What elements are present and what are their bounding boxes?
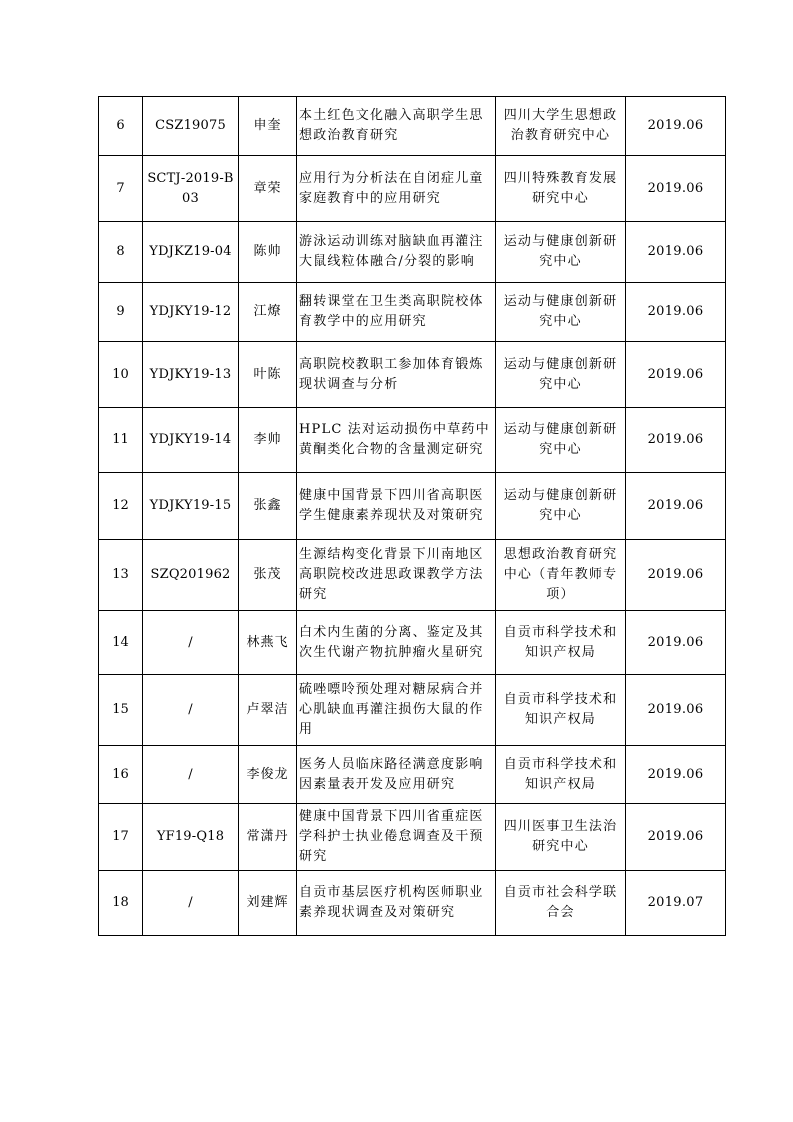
row-number: 8 [99,222,143,283]
approval-date: 2019.06 [626,746,726,804]
row-number: 16 [99,746,143,804]
funding-organization: 运动与健康创新研究中心 [496,473,626,540]
table-row [99,871,726,936]
funding-organization: 自贡市科学技术和知识产权局 [496,746,626,804]
approval-date: 2019.06 [626,540,726,611]
leader-name: 卢翠洁 [239,675,297,746]
project-code: SZQ201962 [143,540,239,611]
approval-date: 2019.06 [626,473,726,540]
row-number: 18 [99,871,143,936]
table-row [99,342,726,408]
table-row [99,540,726,611]
approval-date: 2019.07 [626,871,726,936]
funding-organization: 四川特殊教育发展研究中心 [496,156,626,222]
project-title: 本土红色文化融入高职学生思想政治教育研究 [297,97,496,156]
leader-name: 陈帅 [239,222,297,283]
table-row [99,804,726,871]
project-title: 翻转课堂在卫生类高职院校体育教学中的应用研究 [297,283,496,342]
leader-name: 李俊龙 [239,746,297,804]
row-number: 15 [99,675,143,746]
funding-organization: 运动与健康创新研究中心 [496,408,626,473]
approval-date: 2019.06 [626,804,726,871]
table-row [99,611,726,675]
project-code: CSZ19075 [143,97,239,156]
row-number: 9 [99,283,143,342]
project-title: HPLC 法对运动损伤中草药中黄酮类化合物的含量测定研究 [297,408,496,473]
row-number: 7 [99,156,143,222]
funding-organization: 运动与健康创新研究中心 [496,342,626,408]
leader-name: 刘建辉 [239,871,297,936]
project-title: 应用行为分析法在自闭症儿童家庭教育中的应用研究 [297,156,496,222]
funding-organization: 四川医事卫生法治研究中心 [496,804,626,871]
project-title: 自贡市基层医疗机构医师职业素养现状调查及对策研究 [297,871,496,936]
table-row [99,473,726,540]
project-title: 健康中国背景下四川省重症医学科护士执业倦怠调查及干预研究 [297,804,496,871]
project-title: 硫唑嘌呤预处理对糖尿病合并心肌缺血再灌注损伤大鼠的作用 [297,675,496,746]
table-row [99,675,726,746]
project-title: 游泳运动训练对脑缺血再灌注大鼠线粒体融合/分裂的影响 [297,222,496,283]
funding-organization: 运动与健康创新研究中心 [496,222,626,283]
project-title: 医务人员临床路径满意度影响因素量表开发及应用研究 [297,746,496,804]
project-code: SCTJ-2019-B03 [143,156,239,222]
row-number: 17 [99,804,143,871]
row-number: 6 [99,97,143,156]
project-title: 健康中国背景下四川省高职医学生健康素养现状及对策研究 [297,473,496,540]
funding-organization: 运动与健康创新研究中心 [496,283,626,342]
project-code: / [143,746,239,804]
approval-date: 2019.06 [626,97,726,156]
leader-name: 林燕飞 [239,611,297,675]
row-number: 13 [99,540,143,611]
table-row [99,222,726,283]
leader-name: 常潇丹 [239,804,297,871]
leader-name: 叶陈 [239,342,297,408]
table-row [99,283,726,342]
table-row [99,97,726,156]
project-code: YDJKZ19-04 [143,222,239,283]
funding-organization: 自贡市科学技术和知识产权局 [496,675,626,746]
leader-name: 张鑫 [239,473,297,540]
approval-date: 2019.06 [626,408,726,473]
row-number: 11 [99,408,143,473]
funding-organization: 自贡市社会科学联合会 [496,871,626,936]
leader-name: 李帅 [239,408,297,473]
leader-name: 江燎 [239,283,297,342]
leader-name: 申奎 [239,97,297,156]
table-row [99,746,726,804]
approval-date: 2019.06 [626,283,726,342]
project-title: 高职院校教职工参加体育锻炼现状调查与分析 [297,342,496,408]
project-code: YDJKY19-13 [143,342,239,408]
funding-organization: 自贡市科学技术和知识产权局 [496,611,626,675]
project-code: / [143,675,239,746]
leader-name: 张茂 [239,540,297,611]
row-number: 14 [99,611,143,675]
approval-date: 2019.06 [626,342,726,408]
row-number: 12 [99,473,143,540]
project-title: 白术内生菌的分离、鉴定及其次生代谢产物抗肿瘤火星研究 [297,611,496,675]
approval-date: 2019.06 [626,675,726,746]
project-code: / [143,611,239,675]
approval-date: 2019.06 [626,156,726,222]
leader-name: 章荣 [239,156,297,222]
project-title: 生源结构变化背景下川南地区高职院校改进思政课教学方法研究 [297,540,496,611]
approval-date: 2019.06 [626,222,726,283]
project-table [98,96,726,936]
project-code: YDJKY19-14 [143,408,239,473]
table-row [99,156,726,222]
project-code: YF19-Q18 [143,804,239,871]
project-code: YDJKY19-12 [143,283,239,342]
approval-date: 2019.06 [626,611,726,675]
project-code: YDJKY19-15 [143,473,239,540]
table-row [99,408,726,473]
row-number: 10 [99,342,143,408]
funding-organization: 四川大学生思想政治教育研究中心 [496,97,626,156]
funding-organization: 思想政治教育研究中心（青年教师专项） [496,540,626,611]
project-code: / [143,871,239,936]
